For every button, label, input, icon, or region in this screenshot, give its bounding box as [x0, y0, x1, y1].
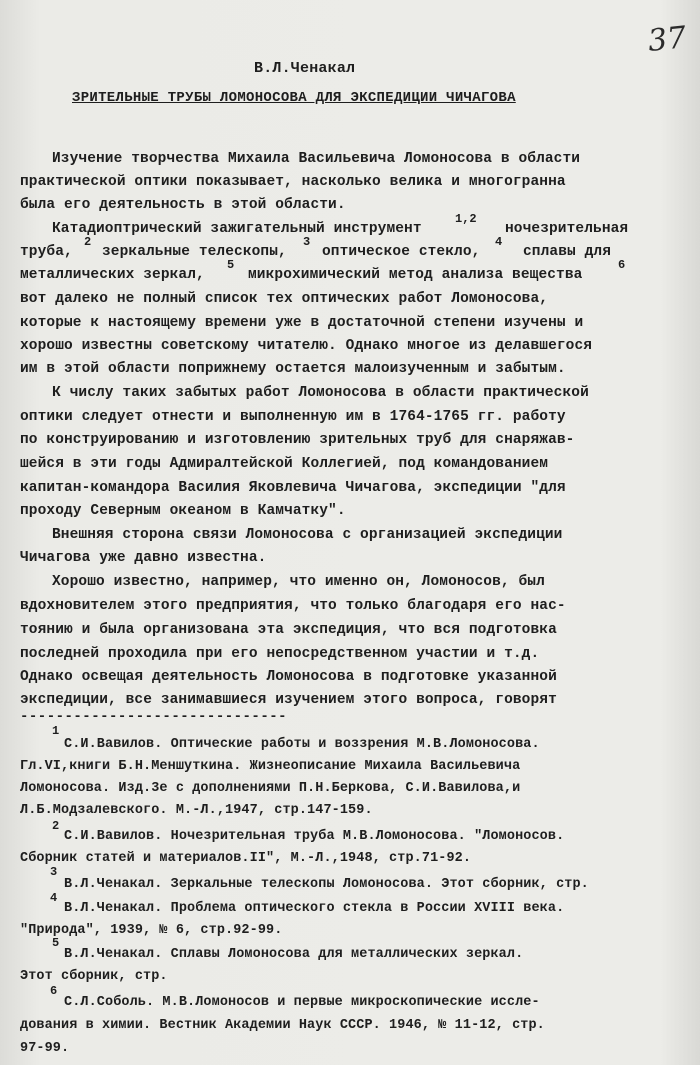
- body-line: оптическое стекло,: [322, 244, 481, 260]
- body-line: К числу таких забытых работ Ломоносова в области практической: [52, 385, 589, 401]
- body-line: тоянию и была организована эта экспедиция, что вся подготовка: [20, 622, 557, 638]
- footnote-line: Ломоносова. Изд.3е с дополнениями П.Н.Беркова, С.И.Вавилова,и: [20, 781, 521, 796]
- footnote-line: В.Л.Ченакал. Зеркальные телескопы Ломоносова. Этот сборник, стр.: [64, 877, 589, 892]
- footnote-line: Этот сборник, стр.: [20, 969, 168, 984]
- document-title: ЗРИТЕЛЬНЫЕ ТРУБЫ ЛОМОНОСОВА ДЛЯ ЭКСПЕДИЦИИ ЧИЧАГОВА: [72, 90, 516, 106]
- body-line: была его деятельность в этой области.: [20, 197, 346, 213]
- footnote-line: С.И.Вавилов. Оптические работы и воззрения М.В.Ломоносова.: [64, 737, 540, 752]
- footnote-line: 97-99.: [20, 1041, 70, 1056]
- footnote-marker: 6: [618, 258, 626, 272]
- footnote-marker: 4: [495, 235, 503, 249]
- footnote-line: С.Л.Соболь. М.В.Ломоносов и первые микроскопические иссле-: [64, 995, 540, 1010]
- footnote-marker: 5: [52, 936, 60, 950]
- body-line: сплавы для: [523, 244, 612, 260]
- footnote-marker: 1,2: [455, 212, 477, 226]
- footnote-line: В.Л.Ченакал. Проблема оптического стекла в России XVIII века.: [64, 901, 565, 916]
- body-line: Изучение творчества Михаила Васильевича Ломоносова в области: [52, 151, 581, 167]
- body-line: по конструированию и изготовлению зрительных труб для снаряжав-: [20, 432, 575, 448]
- footnote-marker: 2: [52, 819, 60, 833]
- footnote-marker: 1: [52, 724, 60, 738]
- footnote-line: дования в химии. Вестник Академии Наук СССР. 1946, № 11-12, стр.: [20, 1018, 545, 1033]
- footnote-line: Л.Б.Модзалевского. М.-Л.,1947, стр.147-159.: [20, 803, 373, 818]
- body-line: зеркальные телескопы,: [102, 244, 287, 260]
- footnote-marker: 4: [50, 891, 58, 905]
- body-line: оптики следует отнести и выполненную им в 1764-1765 гг. работу: [20, 409, 566, 425]
- footnote-line: С.И.Вавилов. Ночезрительная труба М.В.Ломоносова. "Ломоносов.: [64, 829, 565, 844]
- body-line: Чичагова уже давно известна.: [20, 550, 267, 566]
- body-line: проходу Северным океаном в Камчатку".: [20, 503, 346, 519]
- footnote-marker: 2: [84, 235, 92, 249]
- body-line: труба,: [20, 244, 73, 260]
- body-line: капитан-командора Василия Яковлевича Чичагова, экспедиции "для: [20, 480, 566, 496]
- footnote-marker: 6: [50, 984, 58, 998]
- body-line: хорошо известны советскому читателю. Однако многое из делавшегося: [20, 338, 593, 354]
- body-line: металлических зеркал,: [20, 267, 205, 283]
- footnote-line: Сборник статей и материалов.II", М.-Л.,1948, стр.71-92.: [20, 851, 472, 866]
- footnote-line: Гл.VI,книги Б.Н.Меншуткина. Жизнеописание Михаила Васильевича: [20, 759, 521, 774]
- body-line: экспедиции, все занимавшиеся изучением этого вопроса, говорят: [20, 692, 557, 708]
- footnote-line: В.Л.Ченакал. Сплавы Ломоносова для металлических зеркал.: [64, 947, 524, 962]
- body-line: шейся в эти годы Адмиралтейской Коллегией, под командованием: [20, 456, 549, 472]
- author-line: В.Л.Ченакал: [254, 60, 356, 77]
- body-line: Однако освещая деятельность Ломоносова в подготовке указанной: [20, 669, 557, 685]
- body-line: последней проходила при его непосредственном участии и т.д.: [20, 646, 540, 662]
- body-line: Хорошо известно, например, что именно он, Ломоносов, был: [52, 574, 545, 590]
- body-line: Внешняя сторона связи Ломоносова с организацией экспедиции: [52, 527, 563, 543]
- body-line: которые к настоящему времени уже в достаточной степени изучены и: [20, 315, 584, 331]
- body-line: им в этой области поприжнему остается малоизученным и забытым.: [20, 361, 566, 377]
- body-line: практической оптики показывает, насколько велика и многогранна: [20, 174, 566, 190]
- footnote-marker: 3: [303, 235, 311, 249]
- body-line: микрохимический метод анализа вещества: [248, 267, 583, 283]
- footnote-line: "Природа", 1939, № 6, стр.92-99.: [20, 923, 283, 938]
- footnote-marker: 5: [227, 258, 235, 272]
- footnote-marker: 3: [50, 865, 58, 879]
- body-line: Катадиоптрический зажигательный инструмент: [52, 221, 422, 237]
- body-line: вот далеко не полный список тех оптических работ Ломоносова,: [20, 291, 549, 307]
- footnote-separator: ------------------------------: [20, 709, 288, 725]
- page-number: 37: [646, 20, 688, 59]
- body-line: ночезрительная: [505, 221, 629, 237]
- body-line: вдохновителем этого предприятия, что только благодаря его нас-: [20, 598, 566, 614]
